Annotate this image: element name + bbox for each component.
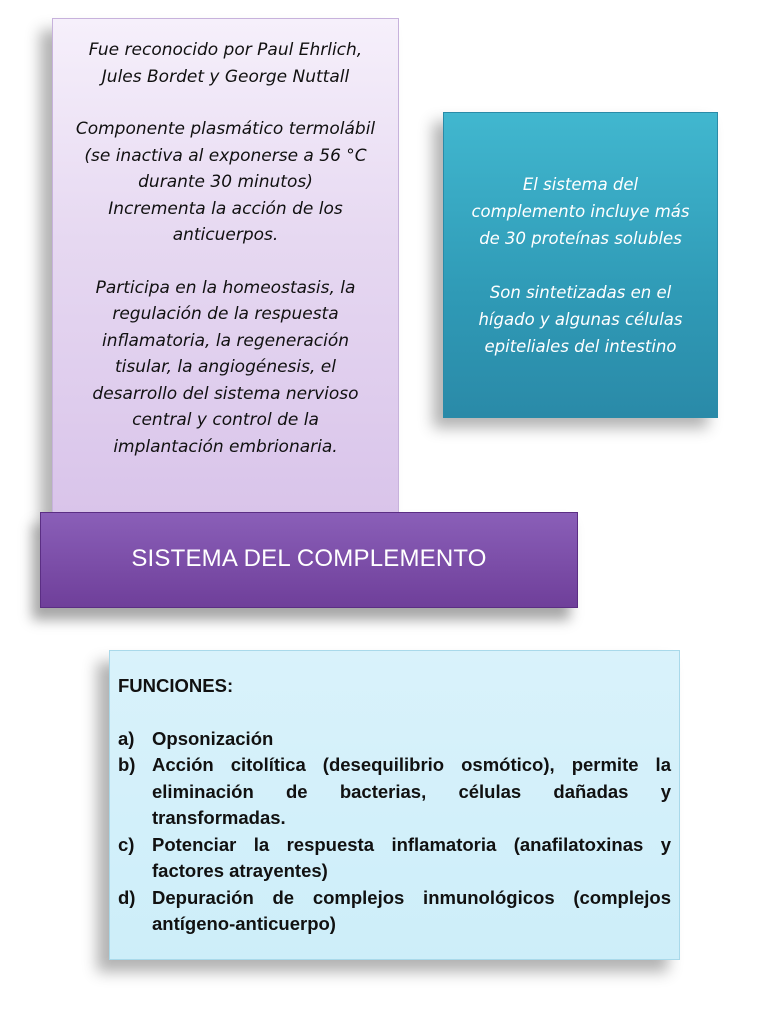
- list-item: [118, 832, 671, 885]
- list-item-text: Acción citolítica (desequilibrio osmótico), permite la eliminación de bacterias, células dañadas y transformadas.: [152, 754, 671, 828]
- history-line: Jules Bordet y George Nuttall: [101, 66, 350, 87]
- history-line: anticuerpos.: [172, 225, 279, 245]
- history-line: (se inactiva al exponerse a 56 °C: [84, 145, 367, 166]
- list-item: [118, 726, 671, 753]
- list-item-letter: a): [118, 727, 135, 749]
- list-item-letter: b): [118, 754, 136, 775]
- proteins-line: complemento incluye más: [471, 202, 690, 221]
- history-line: durante 30 minutos): [138, 172, 313, 192]
- list-item-letter: c): [118, 833, 135, 855]
- functions-heading: FUNCIONES:: [118, 675, 234, 696]
- history-line: Fue reconocido por Paul Ehrlich,: [88, 40, 363, 60]
- list-item-letter: d): [118, 886, 136, 908]
- page-title: SISTEMA DEL COMPLEMENTO: [131, 545, 487, 572]
- history-line: Incrementa la acción de los: [108, 198, 343, 219]
- functions-list: [118, 726, 671, 938]
- list-item: [118, 885, 671, 938]
- proteins-box: [443, 112, 718, 418]
- history-line: tisular, la angiogénesis, el: [115, 357, 336, 377]
- history-line: inflamatoria, la regeneración: [101, 330, 349, 351]
- list-item: [118, 752, 671, 832]
- history-line: desarrollo del sistema nervioso: [92, 383, 359, 404]
- history-line: Componente plasmático termolábil: [75, 119, 376, 139]
- proteins-line: de 30 proteínas solubles: [479, 229, 682, 248]
- title-banner: [40, 512, 578, 608]
- list-item-text: Depuración de complejos inmunológicos (complejos antígeno-anticuerpo): [152, 886, 671, 934]
- proteins-line: hígado y algunas células: [478, 310, 683, 329]
- proteins-line: El sistema del: [522, 175, 639, 194]
- history-line: Participa en la homeostasis, la: [95, 277, 356, 298]
- list-item-text: Potenciar la respuesta inflamatoria (anafilatoxinas y factores atrayentes): [152, 833, 671, 881]
- history-box: [52, 18, 399, 515]
- proteins-line: epiteliales del intestino: [484, 337, 677, 356]
- list-item-text: Opsonización: [152, 727, 274, 749]
- proteins-line: Son sintetizadas en el: [489, 283, 672, 302]
- functions-box: [109, 650, 680, 960]
- history-line: central y control de la: [132, 410, 319, 430]
- history-line: implantación embrionaria.: [113, 436, 338, 457]
- history-line: regulación de la respuesta: [112, 304, 339, 324]
